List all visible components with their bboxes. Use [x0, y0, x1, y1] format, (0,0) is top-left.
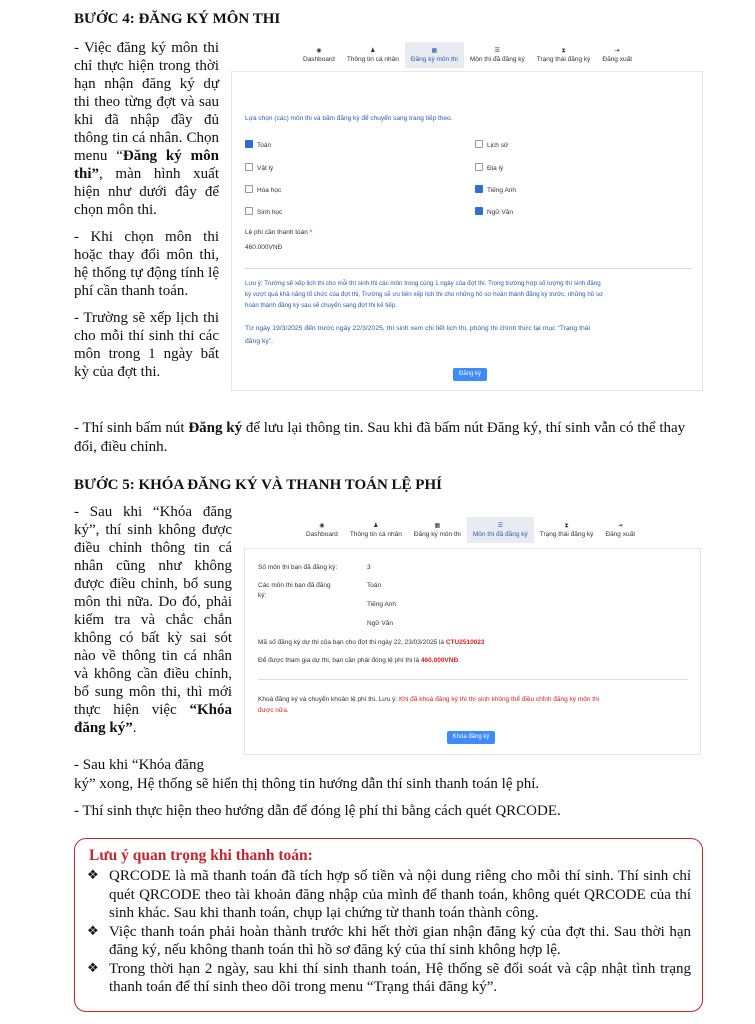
top-nav [297, 42, 638, 68]
dashboard-icon: ◉ [316, 47, 322, 54]
registration-code-text: Mã số đăng ký dự thi của bạn cho đợt thi ngày 22, 23/03/2025 là CTU2510023 [258, 639, 485, 646]
note-line-1: Lưu ý: Trường sẽ xếp lịch thi cho mỗi thí sinh thi các môn trong cùng 1 ngày của đợt thi. Trong trường hợp số lượng thí sinh đăng [245, 280, 601, 287]
subject-3: Ngữ Văn [367, 620, 394, 627]
nav-dashboard[interactable]: ◉ Dashboard [303, 47, 335, 63]
step4-heading: BƯỚC 4: ĐĂNG KÝ MÔN THI [74, 11, 281, 27]
top-nav [300, 517, 641, 543]
payment-notice-box [74, 838, 703, 1012]
subjects-label: Các môn thi bạn đã đăng ký: [258, 582, 331, 599]
checkbox-hoa-hoc[interactable]: Hóa học [245, 185, 281, 195]
checkbox-toan[interactable]: Toán [245, 140, 271, 150]
subject-1: Toán [367, 582, 382, 589]
diamond-bullet-icon: ❖ [87, 960, 99, 976]
user-icon: ♟ [373, 522, 379, 529]
step4-para2: - Khi chọn môn thi hoặc thay đổi môn thi, hệ thống tự động tính lệ phí cần thanh toán. [74, 229, 219, 299]
divider [245, 268, 693, 269]
nav-dashboard[interactable]: ◉ Dashboard [306, 522, 338, 538]
checkbox-icon [475, 140, 483, 148]
notice-item: ❖ QRCODE là mã thanh toán đã tích hợp số tiền và nội dung riêng cho mỗi thí sinh. Thí sinh chỉ quét QRCODE theo tài khoản đăng nhập của mình để thanh toán, không quét QRCODE của thí sinh khác. Sau khi thanh toán, chụp lại chứng từ thanh toán thành công. [87, 868, 691, 921]
logout-icon: ⇥ [614, 47, 620, 54]
nav-registered-subjects[interactable]: ☰ Môn thi đã đăng ký [467, 517, 534, 543]
register-icon: ▦ [431, 47, 438, 54]
divider [258, 679, 688, 680]
notice-item: ❖ Việc thanh toán phải hoàn thành trước khi hết thời gian nhận đăng ký của đợt thi. Sau thời hạn đăng ký, nếu không thanh toán thì hồ sơ đăng ký của thí sinh không hợp lệ. [87, 923, 691, 958]
hourglass-icon: ⧗ [564, 522, 569, 529]
step5-left-text [74, 503, 232, 746]
nav-registration-status[interactable]: ⧗ Trạng thái đăng ký [536, 47, 591, 63]
user-icon: ♟ [370, 47, 376, 54]
dashboard-icon: ◉ [319, 522, 325, 529]
checkbox-icon [245, 207, 253, 215]
nav-registration-status[interactable]: ⧗ Trạng thái đăng ký [539, 522, 594, 538]
subject-2: Tiếng Anh [367, 601, 397, 608]
screenshot-lock-registration [240, 516, 705, 756]
checkbox-icon [475, 163, 483, 171]
checkbox-dia-ly[interactable]: Địa lý [475, 163, 503, 173]
step4-left-text [74, 39, 219, 390]
checkbox-tieng-anh[interactable]: Tiếng Anh [475, 185, 516, 195]
note-line-2: ký vượt quá khả năng tổ chức của đợt thi, Trường sẽ ưu tiên xếp lịch thi cho những hồ sơ hoàn thành đăng ký trước, những hồ sơ [245, 291, 604, 298]
diamond-bullet-icon: ❖ [87, 868, 99, 883]
checkbox-icon [245, 140, 253, 148]
fee-text: Để được tham gia dự thi, bạn cần phải đóng lệ phí thi là 460.000VNĐ. [258, 657, 460, 664]
fee-label: Lệ phí cần thanh toán * [245, 229, 313, 236]
checkbox-sinh-hoc[interactable]: Sinh học [245, 207, 282, 217]
register-button[interactable]: Đăng ký [453, 368, 487, 381]
fee-value: 460.000VNĐ [245, 244, 283, 251]
checkbox-icon [475, 185, 483, 193]
step5-para1: - Sau khi “Khóa đăng ký”, thí sinh không được điều chỉnh thông tin cá nhân cũng như không được điều chỉnh, bổ sung môn thi nữa. Do đó, phải kiểm tra và chắc chắn không có bất kỳ sai sót nào về thông tin cá nhân và không cần điều chỉnh, bổ sung môn thi, thì mới thực hiện việc “Khóa đăng ký”. [74, 504, 232, 736]
step4-para3: - Trường sẽ xếp lịch thi cho mỗi thí sinh thi các môn trong 1 ngày bất kỳ của đợt thi. [74, 310, 219, 380]
note-line-3: hoàn thành đăng ký sau sẽ chuyển sang đợt thi kế tiếp. [245, 302, 397, 309]
notice-item: ❖ Trong thời hạn 2 ngày, sau khi thí sinh thanh toán, Hệ thống sẽ đối soát và cập nhật tình trạng thanh toán để thí sinh theo dõi trong menu “Trạng thái đăng ký”. [87, 960, 691, 995]
step4-para1: - Việc đăng ký môn thi chỉ thực hiện trong thời hạn nhận đăng ký dự thi theo từng đợt và sau khi đã nhập đầy đủ thông tin cá nhân. Chọn menu “Đăng ký môn thi”, màn hình xuất hiện như dưới đây để chọn môn thi. [74, 40, 220, 218]
count-label: Số môn thi bạn đã đăng ký: [258, 564, 338, 571]
register-icon: ▦ [434, 522, 441, 529]
step4-para4: - Thí sinh bấm nút Đăng ký để lưu lại thông tin. Sau khi đã bấm nút Đăng ký, thí sinh vẫn có thể thay đổi, điều chỉnh. [74, 420, 686, 455]
count-value: 3 [367, 564, 371, 571]
notice-list [85, 867, 691, 997]
nav-register-subjects[interactable]: ▦ Đăng ký môn thi [413, 522, 461, 538]
screenshot-register-subjects [225, 38, 705, 393]
step5-para3: - Thí sinh thực hiện theo hướng dẫn để đóng lệ phí thi bằng cách quét QRCODE. [74, 803, 561, 819]
notice-title: Lưu ý quan trọng khi thanh toán: [89, 847, 313, 864]
lock-text-line-2: được nữa. [258, 707, 289, 714]
nav-personal-info[interactable]: ♟ Thông tin cá nhân [346, 47, 399, 63]
step5-heading: BƯỚC 5: KHÓA ĐĂNG KÝ VÀ THANH TOÁN LỆ PHÍ [74, 477, 442, 493]
nav-logout[interactable]: ⇥ Đăng xuất [602, 47, 633, 63]
nav-register-subjects[interactable]: ▦ Đăng ký môn thi [405, 42, 464, 68]
list-icon: ☰ [494, 47, 500, 54]
date-line-1: Từ ngày 19/3/2025 đến trước ngày 22/3/2025, thí sinh xem chi tiết lịch thi, phòng thi chính thức tại mục “Trạng thái [245, 325, 591, 332]
checkbox-lich-su[interactable]: Lịch sử [475, 140, 508, 150]
hourglass-icon: ⧗ [561, 47, 566, 54]
registered-card [244, 548, 701, 755]
instruction-text: Lựa chọn (các) môn thi và bấm đăng ký để chuyển sang trang tiếp theo. [245, 115, 453, 122]
diamond-bullet-icon: ❖ [87, 923, 99, 939]
nav-logout[interactable]: ⇥ Đăng xuất [605, 522, 636, 538]
checkbox-icon [475, 207, 483, 215]
lock-text-line-1: Khoá đăng ký và chuyển khoản lệ phí thi. Lưu ý: Khi đã khoá đăng ký thì thí sinh không thể điều chỉnh đăng ký môn thi [258, 696, 600, 703]
step5-para2: - Sau khi “Khóa đăng ký” xong, Hệ thống sẽ hiển thị thông tin hướng dẫn thí sinh thanh toán lệ phí. [74, 757, 540, 792]
checkbox-vat-ly[interactable]: Vật lý [245, 163, 273, 173]
list-icon: ☰ [497, 522, 503, 529]
logout-icon: ⇥ [617, 522, 623, 529]
nav-personal-info[interactable]: ♟ Thông tin cá nhân [349, 522, 402, 538]
register-card [231, 71, 703, 391]
checkbox-icon [245, 163, 253, 171]
nav-registered-subjects[interactable]: ☰ Môn thi đã đăng ký [469, 47, 525, 63]
checkbox-icon [245, 185, 253, 193]
date-line-2: đăng ký”. [245, 338, 273, 345]
lock-registration-button[interactable]: Khóa đăng ký [447, 731, 495, 744]
checkbox-ngu-van[interactable]: Ngữ Văn [475, 207, 513, 217]
